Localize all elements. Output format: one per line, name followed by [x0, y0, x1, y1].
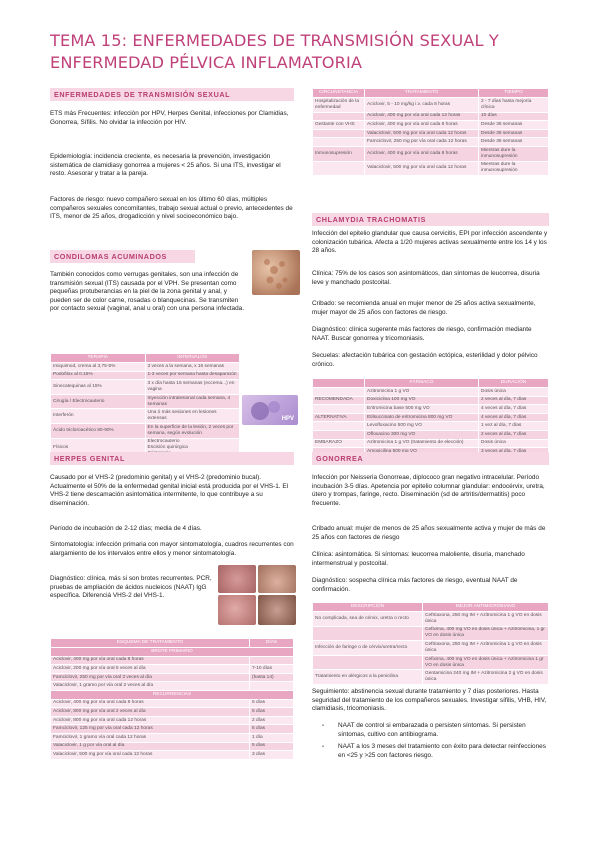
gon-row: [313, 641, 549, 656]
chl-cell: [313, 430, 365, 439]
herpes-photo-4: [258, 595, 296, 625]
condilomas-table: [50, 353, 240, 459]
gon-cell: Ceftriaxona, 250 mg IM + Azitromicina 1 g VO en dosis única: [423, 612, 549, 627]
herpes-photo-3: [218, 595, 256, 625]
epi-row: [313, 161, 549, 176]
cond-row: [51, 363, 240, 372]
cond-cell: En la superficie de la lesión, 2 veces por semana, según evolución: [145, 423, 240, 438]
gon-cell: Gentamicina 240 mg IM + Azitromicina 2 g VO en dosis única: [423, 670, 549, 685]
chl-th-1: FÁRMACO: [365, 379, 479, 388]
epi-cell: [313, 129, 365, 138]
gon-cell: [313, 626, 423, 641]
epi-cell: Valaciclovir, 500 mg por vía oral cada 12 horas: [365, 161, 479, 176]
ets-p3: Factores de riesgo: nuevo compañero sexual en los último 60 días, múltiples compañeros sexuales concomitantes, trabajo sexual actual o previo, antecedentes de ITS, menor de 25 años, drogadicción y nivel socioeconómico bajo.: [50, 196, 293, 221]
epi-row: [313, 138, 549, 147]
herpes-primary-cell: (hasta 14): [250, 673, 294, 682]
condilomas-text: [50, 271, 248, 314]
cond-th-1: INTERVALOS: [145, 354, 240, 363]
herpes-th-0: ESQUEMA DE TRATAMIENTO: [51, 639, 250, 648]
epi-th-2: TIEMPO: [479, 89, 549, 98]
hpv-image: [242, 395, 298, 425]
chl-cell: Azitromicina 1 g VO (tratamiento de elección): [365, 439, 479, 448]
bullet-dash-2: -: [322, 743, 325, 750]
chl-row: [313, 388, 549, 397]
chl-cell: EMBARAZO: [313, 439, 365, 448]
section-heading-condilomas: CONDILOMAS ACUMINADOS: [50, 250, 195, 263]
chl-cell: [313, 388, 365, 397]
herpes-recurrence-cell: Famciclovir, 125 mg por vía oral cada 12 horas: [51, 725, 250, 734]
herpes-recurrence-row: [51, 733, 294, 742]
bullet-text-2: NAAT a los 3 meses del tratamiento con éxito para detectar reinfecciones en <25 y >25 con factores riesgo.: [338, 743, 546, 759]
gon-row: [313, 626, 549, 641]
epi-cell: Aciclovir, 5 - 10 mg/kg i.v. cada 8 horas: [365, 98, 479, 113]
epi-row: [313, 121, 549, 130]
chl-th-0: [313, 379, 365, 388]
chlamydia-table: [312, 378, 549, 457]
gonorrea-p5: Seguimiento: abstinencia sexual durante tratamiento y 7 días posteriores. Hasta seguridad del tratamiento de los compañeros sexuales. Investigar sífilis, VHB, HIV, clamidiasis, tricomoniasis.: [312, 688, 547, 713]
herpes-recurrence-cell: 5 días: [250, 725, 294, 734]
hpv-label: HPV: [281, 416, 294, 422]
cond-row: [51, 371, 240, 380]
cond-cell: Podofilox al 0.15%: [51, 371, 146, 380]
section-heading-ets: ENFERMEDADES DE TRANSMISIÓN SEXUAL: [50, 88, 294, 101]
chl-th-2: DURACIÓN: [479, 379, 549, 388]
herpes-recurrence-cell: 5 días: [250, 742, 294, 751]
gonorrea-p3: Clínica: asintomática. Si síntomas: leucorrea maloliente, disuria, manchado intermenstrual y postcoital.: [312, 551, 525, 567]
herpes-recurrence-row: [51, 699, 294, 708]
bullet-text-1: NAAT de control si embarazada o persisten síntomas. Si persisten síntomas, cultivo con antibiograma.: [338, 722, 526, 738]
cond-th-0: TERAPIA: [51, 354, 146, 363]
gon-cell: [313, 655, 423, 670]
ets-p1: ETS más Frecuentes: infección por HPV, Herpes Genital, infecciones por Clamidias, Gonorrea, Sífilis. No olvidar la infección por HIV.: [50, 110, 289, 126]
chl-cell: Doxiciclina 100 mg VO: [365, 396, 479, 405]
herpes-primary-cell: Aciclovir, 400 mg por vía oral cada 8 horas: [51, 656, 250, 665]
herpes-recurrence-cell: Valaciclovir, 1 g por vía oral al día: [51, 742, 250, 751]
herpes-subheader-primary: [51, 648, 294, 657]
cond-cell: Sinecatequinas al 15%: [51, 380, 146, 395]
chl-cell: 2 veces al día, 7 días: [479, 396, 549, 405]
epi-row: [313, 146, 549, 161]
condilomas-text-body: También conocidos como verrugas genitales, son una infección de transmisión sexual (ITS) causada por el VPH. Se presentan como pequeñas protuberancias en la piel de la zona genital y anal, y pueden ser de color carne, rosadas o blanquecinas. Se transmiten por contacto sexual (vaginal, anal u oral) con una persona infectada.: [50, 271, 244, 313]
epi-row: [313, 129, 549, 138]
chl-row: [313, 396, 549, 405]
chl-cell: Dosis única: [479, 439, 549, 448]
gon-cell: Infección de faringe o de cérvix/uretra/recto: [313, 641, 423, 656]
chl-cell: [313, 422, 365, 431]
herpes-primary-cell: [250, 656, 294, 665]
gon-cell: Tratamiento en alérgicos a la penicilina: [313, 670, 423, 685]
gonorrea-bullet-1: [322, 722, 549, 742]
epi-cell: Inmunosupresión: [313, 146, 365, 161]
chlamydia-p1: Infección del epitelio glandular que causa cervicitis, EPI por infección ascendente y colonización tubárica. Afecta a 1/20 mujeres activas sexualmente entre los 14 y los 28 años.: [312, 230, 548, 255]
herpes-subheader-recurrence-label: RECURRENCIAS: [51, 690, 294, 699]
herpes-recurrence-cell: 1 día: [250, 733, 294, 742]
herpes-recurrence-cell: 5 días: [250, 708, 294, 717]
gon-row: [313, 655, 549, 670]
gon-row: [313, 612, 549, 627]
herpes-table: [50, 638, 294, 760]
cond-cell: Físicos: [51, 438, 146, 459]
chl-cell: 4 veces al día, 7 días: [479, 405, 549, 414]
chlamydia-p4: Diagnóstico: clínica sugerente más factores de riesgo, confirmación mediante NAAT. Buscar gonorrea y tricomoniasis.: [312, 326, 532, 342]
cond-cell: Interferón: [51, 409, 146, 424]
epi-cell: Famciclovir, 250 mg por vía oral cada 12 horas: [365, 138, 479, 147]
gon-th-1: MEJOR ANTIMICROBIANO: [423, 603, 549, 612]
gonorrea-p4: Diagnóstico: sospecha clínica más factores de riesgo, eventual NAAT de confirmación.: [312, 577, 518, 593]
herpes-primary-row: [51, 673, 294, 682]
herpes-recurrence-cell: 2 días: [250, 716, 294, 725]
epi-cell: Desde 36 semanas: [479, 121, 549, 130]
epi-cell: Valaciclovir, 500 mg por vía oral cada 12 horas: [365, 129, 479, 138]
ets-p2: Epidemiología: incidencia creciente, es necesaria la prevención, investigación sistemática de clamidiasy gonorrea a mujeres < 25 años. Si una ITS, investigar el resto. Asesorar y tratar a la pareja.: [50, 153, 281, 178]
gonorrea-table: [312, 602, 549, 685]
chl-cell: Etilsuccinato de eritromicina 800 mg VO: [365, 413, 479, 422]
cond-row: [51, 423, 240, 438]
gon-cell: Ceftriaxona, 250 mg IM + Azitromicina 1 g VO en dosis única: [423, 641, 549, 656]
epi-cell: 10 días: [479, 112, 549, 121]
herpes-recurrence-row: [51, 708, 294, 717]
chlamydia-p5: Secuelas: afectación tubárica con gestación ectópica, esterilidad y dolor pélvico crónico.: [312, 352, 538, 368]
section-heading-herpes: HERPES GENITAL: [50, 452, 294, 465]
epi-cell: Aciclovir, 400 mg por vía oral cada 8 horas: [365, 121, 479, 130]
epi-cell: [313, 161, 365, 176]
cond-row: [51, 409, 240, 424]
chl-row: [313, 413, 549, 422]
herpes-subheader-primary-label: BROTE PRIMARIO: [51, 648, 294, 657]
condyloma-photo: [252, 250, 300, 295]
gon-th-0: DESCRIPCIÓN: [313, 603, 423, 612]
chl-cell: ALTERNATIVA: [313, 413, 365, 422]
herpes-primary-row: [51, 682, 294, 691]
cond-cell: Electrocauterio Escisión quirúrgica: [145, 438, 240, 459]
herpes-primary-cell: Famciclovir, 250 mg por vía oral 3 veces al día: [51, 673, 250, 682]
epi-cell: Desde 36 semanas: [479, 129, 549, 138]
gon-cell: Cefixima, 400 mg VO en dosis única + Azitromicina, 1 gr VO en dosis única: [423, 626, 549, 641]
herpes-p1: Causado por el VHS-2 (predominio genital) y el VHS-2 (predominio bucal). Actualmente el 50% de la enfermedad genital inicial está producida por el VHS-1. El VHS-2 tiene descamación asintomática intermitente, lo que contribuye a su diseminación.: [50, 474, 289, 507]
cond-cell: Una ó más sesiones en lesiones extensas: [145, 409, 240, 424]
herpes-p4: Diagnóstico: clínica, más si son brotes recurrentes. PCR, pruebas de ampliación de ácidos nucleicos (NAAT) IgG específica. Diferenciá VHS-2 del VHS-1.: [50, 575, 212, 600]
herpes-th-1: DÍAS: [250, 639, 294, 648]
epi-cell: Gestante con VHS: [313, 121, 365, 130]
chl-cell: Levofloxacino 500 mg VO: [365, 422, 479, 431]
cond-cell: Imiquimod, crema al 3,75-5%: [51, 363, 146, 372]
chlamydia-p2: Clínica: 75% de los casos son asintomáticos, dan síntomas de leucorrea, disuria leve y manchado postcoital.: [312, 270, 540, 286]
chl-cell: 4 veces al día, 7 días: [479, 413, 549, 422]
gon-cell: No complicada, sea de cérvix, uretra o recto: [313, 612, 423, 627]
epi-cell: [313, 112, 365, 121]
cond-row: [51, 394, 240, 409]
epi-cell: Mientras dure la inmunosupresión: [479, 161, 549, 176]
herpes-photo-1: [218, 565, 256, 593]
herpes-photo-2: [258, 565, 296, 593]
gonorrea-bullet-2: [322, 743, 549, 763]
chl-row: [313, 430, 549, 439]
herpes-primary-cell: Valaciclovir, 1 gramo por vía oral 2 veces al día: [51, 682, 250, 691]
epi-cell: Aciclovir, 400 mg por vía oral cada 8 horas: [365, 146, 479, 161]
chl-cell: 2 veces al día, 7 días: [479, 430, 549, 439]
cond-cell: 3 x día hasta 16 semanas (eccema...) en vagina: [145, 380, 240, 395]
chlamydia-p3: Cribado: se recomienda anual en mujer menor de 25 años activa sexualmente, mujer mayor de 25 años con factores de riesgo.: [312, 300, 536, 316]
epi-cell: Aciclovir, 400 mg por vía oral cada 12 horas: [365, 112, 479, 121]
herpes-subheader-recurrence: [51, 690, 294, 699]
herpes-primary-cell: 7-10 días: [250, 665, 294, 674]
cond-cell: Cirugía / Electrocauterio: [51, 394, 146, 409]
epi-cell: 2 - 7 días hasta mejoría clínica: [479, 98, 549, 113]
epi-row: [313, 98, 549, 113]
gonorrea-p1: Infección por Neisseria Gonorreae, diplococo gran negativo intracelular. Período incubación 3-5 días. Apetencia por epitelio columnar glandular: endocérvix, uretra, útero y trompas, faringe, recto. Diseminación (sd de artritis/dermatitis) poco frecuente.: [312, 474, 545, 507]
cond-cell: Inyección intralesional cada semana, 4 semanas: [145, 394, 240, 409]
cond-cell: Ácido tricloroacético 80-90%: [51, 423, 146, 438]
chl-cell: 1 vez al día, 7 días: [479, 422, 549, 431]
gonorrea-p2: Cribado anual: mujer de menos de 25 años sexualmente activa y mujer de más de 25 años con factores de riesgo: [312, 525, 546, 541]
cond-cell: 3 veces a la semana, x 16 semanas: [145, 363, 240, 372]
herpes-recurrence-row: [51, 716, 294, 725]
chl-cell: Eritromicina base 500 mg VO: [365, 405, 479, 414]
herpes-recurrence-cell: Aciclovir, 800 mg por vía oral cada 12 horas: [51, 716, 250, 725]
epi-th-0: CIRCUNSTANCIA: [313, 89, 365, 98]
chl-cell: Ofloxacino 300 mg VO: [365, 430, 479, 439]
gon-row: [313, 670, 549, 685]
herpes-primary-cell: [250, 682, 294, 691]
herpes-recurrence-cell: 3 días: [250, 751, 294, 760]
herpes-recurrence-cell: Famciclovir, 1 gramo vía oral cada 12 horas: [51, 733, 250, 742]
gon-cell: Cefixima, 400 mg VO en dosis única + Azitromicina 1 gr VO en dosis única: [423, 655, 549, 670]
epi-row: [313, 112, 549, 121]
section-heading-gonorrea: GONORREA: [312, 452, 549, 465]
herpes-p2: Período de incubación de 2-12 días; media de 4 días.: [50, 525, 202, 532]
herpes-recurrence-row: [51, 751, 294, 760]
herpes-recurrence-cell: 5 días: [250, 699, 294, 708]
herpes-recurrence-cell: Valaciclovir, 500 mg por vía oral cada 12 horas: [51, 751, 250, 760]
chl-cell: RECOMENDADA: [313, 396, 365, 405]
herpes-recurrence-row: [51, 725, 294, 734]
cond-row: [51, 380, 240, 395]
herpes-primary-row: [51, 656, 294, 665]
herpes-primary-row: [51, 665, 294, 674]
chl-cell: Dosis única: [479, 388, 549, 397]
chl-cell: [313, 405, 365, 414]
chl-row: [313, 439, 549, 448]
section-heading-chlamydia: CHLAMYDIA TRACHOMATIS: [312, 213, 549, 226]
herpes-recurrence-row: [51, 742, 294, 751]
cond-cell: 1-3 veces por semana hasta desaparición: [145, 371, 240, 380]
epi-cell: [313, 138, 365, 147]
herpes-p3: Sintomatología: infección primaria con mayor sintomatología, cuadros recurrentes con alargamiento de los intervalos entre ellos y menor sintomatología.: [50, 541, 294, 557]
herpes-recurrence-cell: Aciclovir, 400 mg por vía oral cada 8 horas: [51, 699, 250, 708]
epi-th-1: TRATAMIENTO: [365, 89, 479, 98]
page-title: TEMA 15: ENFERMEDADES DE TRANSMISIÓN SEXUAL Y ENFERMEDAD PÉLVICA INFLAMATORIA: [50, 31, 499, 72]
bullet-dash-1: -: [322, 722, 325, 729]
epi-cell: Desde 36 semanas: [479, 138, 549, 147]
herpes-special-table: [312, 88, 549, 176]
chl-row: [313, 405, 549, 414]
herpes-recurrence-cell: Aciclovir, 800 mg por vía oral 2 veces al día: [51, 708, 250, 717]
chl-row: [313, 422, 549, 431]
epi-cell: Mientras dure la inmunosupresión: [479, 146, 549, 161]
herpes-primary-cell: Aciclovir, 200 mg por vía oral 5 veces al día: [51, 665, 250, 674]
epi-cell: Hospitalización de la enfermedad: [313, 98, 365, 113]
chl-cell: Azitromicina 1 g VO: [365, 388, 479, 397]
